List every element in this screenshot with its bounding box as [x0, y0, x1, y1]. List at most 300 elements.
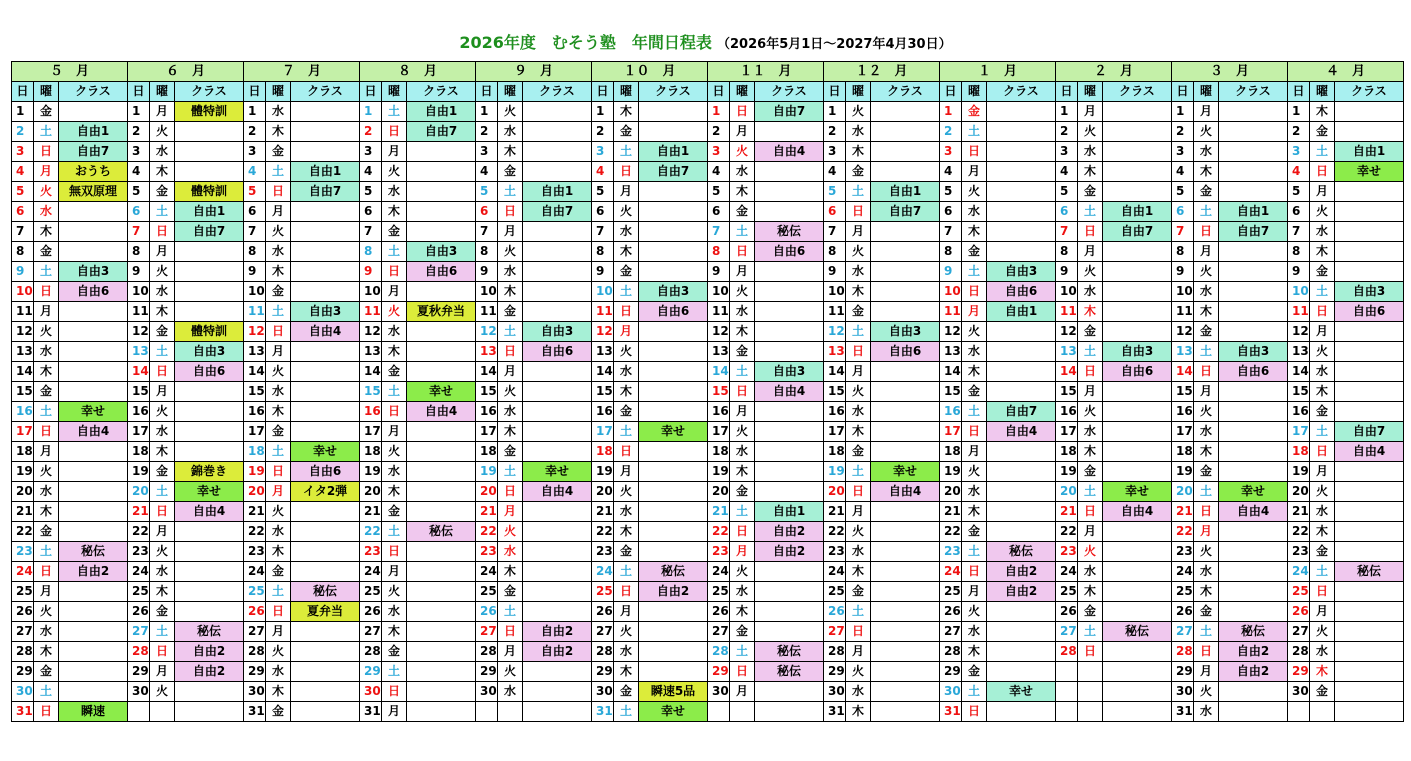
day-cell: 24: [824, 562, 846, 582]
weekday-cell: 金: [614, 402, 639, 422]
table-row: [12, 202, 1404, 222]
class-cell: 自由1: [1219, 202, 1288, 222]
day-cell: 20: [708, 482, 730, 502]
class-cell: [871, 222, 940, 242]
class-cell: [871, 702, 940, 722]
weekday-cell: 木: [730, 182, 755, 202]
class-cell: 自由4: [175, 502, 244, 522]
class-cell: [407, 622, 476, 642]
weekday-cell: 水: [382, 462, 407, 482]
day-cell: 1: [360, 102, 382, 122]
weekday-cell: 木: [266, 542, 291, 562]
weekday-cell: 日: [962, 282, 987, 302]
class-cell: [523, 122, 592, 142]
day-header: 日: [476, 82, 498, 102]
class-cell: [987, 522, 1056, 542]
day-cell: 25: [12, 582, 34, 602]
class-cell: 幸せ: [523, 462, 592, 482]
day-cell: 21: [940, 502, 962, 522]
weekday-cell: 日: [150, 222, 175, 242]
class-cell: [407, 462, 476, 482]
class-cell: [871, 362, 940, 382]
class-header: クラス: [175, 82, 244, 102]
day-cell: 5: [128, 182, 150, 202]
class-cell: [871, 242, 940, 262]
weekday-cell: 木: [1310, 102, 1335, 122]
class-cell: 幸せ: [1219, 482, 1288, 502]
weekday-cell: 火: [1310, 202, 1335, 222]
day-cell: 28: [360, 642, 382, 662]
weekday-header: 曜: [1078, 82, 1103, 102]
weekday-cell: 木: [614, 662, 639, 682]
day-cell: 8: [708, 242, 730, 262]
class-cell: [175, 702, 244, 722]
weekday-cell: 火: [962, 462, 987, 482]
class-cell: 自由1: [59, 122, 128, 142]
class-cell: 秘伝: [1335, 562, 1404, 582]
day-cell: 26: [128, 602, 150, 622]
day-cell: 10: [708, 282, 730, 302]
day-cell: 25: [824, 582, 846, 602]
class-cell: [987, 122, 1056, 142]
weekday-cell: 土: [730, 222, 755, 242]
class-cell: 幸せ: [291, 442, 360, 462]
class-cell: [175, 582, 244, 602]
weekday-cell: 土: [1310, 562, 1335, 582]
class-cell: [59, 662, 128, 682]
day-cell: 31: [592, 702, 614, 722]
day-cell: 14: [1288, 362, 1310, 382]
table-row: [12, 422, 1404, 442]
class-cell: [871, 422, 940, 442]
day-cell: 27: [128, 622, 150, 642]
weekday-cell: 水: [1078, 422, 1103, 442]
weekday-cell: 火: [382, 442, 407, 462]
weekday-cell: 金: [962, 102, 987, 122]
weekday-cell: 水: [150, 282, 175, 302]
weekday-cell: 水: [1194, 702, 1219, 722]
weekday-cell: 日: [962, 702, 987, 722]
day-cell: 5: [12, 182, 34, 202]
class-cell: [755, 442, 824, 462]
weekday-cell: 月: [614, 182, 639, 202]
weekday-cell: 水: [846, 262, 871, 282]
day-cell: 27: [360, 622, 382, 642]
weekday-header: 曜: [382, 82, 407, 102]
weekday-cell: 金: [382, 502, 407, 522]
weekday-cell: 金: [1310, 542, 1335, 562]
day-cell: 9: [1172, 262, 1194, 282]
day-cell: 22: [128, 522, 150, 542]
day-cell: 22: [940, 522, 962, 542]
weekday-cell: 月: [614, 602, 639, 622]
class-cell: 秘伝: [1219, 622, 1288, 642]
class-cell: [1103, 262, 1172, 282]
day-cell: 21: [476, 502, 498, 522]
class-cell: [987, 602, 1056, 622]
class-cell: [639, 202, 708, 222]
weekday-cell: 日: [962, 422, 987, 442]
class-cell: [175, 442, 244, 462]
weekday-cell: 木: [1194, 582, 1219, 602]
weekday-cell: 木: [382, 482, 407, 502]
class-cell: [1103, 122, 1172, 142]
class-cell: [639, 462, 708, 482]
day-cell: 7: [940, 222, 962, 242]
weekday-cell: 日: [1310, 162, 1335, 182]
class-cell: [1335, 702, 1404, 722]
weekday-cell: 日: [1078, 642, 1103, 662]
weekday-cell: 土: [1194, 202, 1219, 222]
weekday-cell: 日: [150, 362, 175, 382]
weekday-cell: 日: [614, 582, 639, 602]
weekday-cell: 月: [1310, 602, 1335, 622]
weekday-cell: 日: [266, 322, 291, 342]
class-cell: [871, 442, 940, 462]
day-cell: 13: [12, 342, 34, 362]
class-cell: [175, 142, 244, 162]
day-cell: 17: [1056, 422, 1078, 442]
class-cell: [755, 462, 824, 482]
weekday-header: 曜: [730, 82, 755, 102]
weekday-cell: 水: [962, 482, 987, 502]
weekday-cell: 金: [266, 422, 291, 442]
weekday-cell: 土: [614, 282, 639, 302]
weekday-header: 曜: [1194, 82, 1219, 102]
weekday-cell: 日: [1078, 502, 1103, 522]
class-cell: [523, 102, 592, 122]
class-cell: [59, 442, 128, 462]
class-cell: 幸せ: [871, 462, 940, 482]
class-cell: 自由4: [987, 422, 1056, 442]
day-cell: 12: [708, 322, 730, 342]
day-cell: 31: [12, 702, 34, 722]
class-cell: [1219, 282, 1288, 302]
weekday-cell: 木: [1078, 442, 1103, 462]
day-cell: 23: [708, 542, 730, 562]
day-cell: 20: [940, 482, 962, 502]
class-cell: [59, 302, 128, 322]
class-cell: [291, 502, 360, 522]
class-cell: [523, 542, 592, 562]
class-cell: [987, 182, 1056, 202]
class-cell: [1335, 402, 1404, 422]
weekday-cell: 木: [150, 162, 175, 182]
day-cell: 19: [592, 462, 614, 482]
day-cell: 23: [128, 542, 150, 562]
weekday-cell: 金: [1310, 122, 1335, 142]
weekday-cell: 木: [846, 422, 871, 442]
day-cell: 12: [592, 322, 614, 342]
month-header: ３ 月: [1172, 62, 1288, 82]
class-cell: [1335, 522, 1404, 542]
class-cell: [59, 462, 128, 482]
class-cell: [1219, 162, 1288, 182]
class-cell: [755, 582, 824, 602]
class-cell: [59, 682, 128, 702]
class-cell: [755, 122, 824, 142]
day-cell: 5: [360, 182, 382, 202]
class-cell: 自由3: [407, 242, 476, 262]
weekday-cell: 金: [498, 162, 523, 182]
weekday-cell: 火: [150, 542, 175, 562]
class-cell: 自由2: [639, 582, 708, 602]
day-cell: [1056, 702, 1078, 722]
day-cell: 24: [128, 562, 150, 582]
class-cell: [1219, 602, 1288, 622]
day-cell: 28: [1288, 642, 1310, 662]
weekday-cell: 日: [382, 122, 407, 142]
day-header: 日: [244, 82, 266, 102]
weekday-cell: 火: [34, 322, 59, 342]
weekday-cell: 火: [266, 222, 291, 242]
day-cell: 27: [1288, 622, 1310, 642]
class-cell: [407, 642, 476, 662]
day-cell: 10: [592, 282, 614, 302]
day-cell: 31: [360, 702, 382, 722]
day-cell: 9: [592, 262, 614, 282]
class-cell: [523, 402, 592, 422]
weekday-cell: 水: [34, 622, 59, 642]
class-cell: [755, 182, 824, 202]
class-cell: [1335, 222, 1404, 242]
day-cell: 9: [12, 262, 34, 282]
weekday-cell: 木: [846, 142, 871, 162]
day-cell: 18: [1172, 442, 1194, 462]
day-cell: 9: [244, 262, 266, 282]
weekday-cell: 月: [1078, 522, 1103, 542]
weekday-cell: 日: [382, 402, 407, 422]
day-cell: 26: [1056, 602, 1078, 622]
class-cell: [59, 522, 128, 542]
day-header: 日: [824, 82, 846, 102]
weekday-cell: [1078, 662, 1103, 682]
day-cell: 5: [1056, 182, 1078, 202]
class-cell: [1219, 402, 1288, 422]
class-cell: [59, 362, 128, 382]
day-cell: 2: [244, 122, 266, 142]
weekday-cell: 月: [382, 422, 407, 442]
weekday-cell: 水: [846, 682, 871, 702]
weekday-cell: 水: [382, 322, 407, 342]
title-period: （2026年5月1日～2027年4月30日）: [717, 37, 952, 52]
class-cell: 自由1: [987, 302, 1056, 322]
weekday-cell: 月: [1194, 522, 1219, 542]
day-cell: 22: [12, 522, 34, 542]
weekday-cell: 日: [34, 702, 59, 722]
weekday-cell: 金: [382, 222, 407, 242]
class-cell: [523, 702, 592, 722]
class-cell: [639, 482, 708, 502]
class-cell: [291, 422, 360, 442]
class-cell: [1103, 442, 1172, 462]
day-header: 日: [1172, 82, 1194, 102]
weekday-cell: 木: [150, 302, 175, 322]
table-row: [12, 262, 1404, 282]
day-cell: 11: [940, 302, 962, 322]
day-cell: 25: [476, 582, 498, 602]
day-cell: 24: [1056, 562, 1078, 582]
weekday-cell: 木: [498, 282, 523, 302]
class-cell: 自由1: [1103, 202, 1172, 222]
class-cell: 自由7: [175, 222, 244, 242]
class-cell: [407, 322, 476, 342]
table-row: [12, 622, 1404, 642]
class-cell: [755, 422, 824, 442]
class-cell: [987, 382, 1056, 402]
day-cell: [1056, 682, 1078, 702]
weekday-header: 曜: [34, 82, 59, 102]
class-cell: [1219, 702, 1288, 722]
day-cell: 28: [592, 642, 614, 662]
weekday-cell: 金: [1194, 602, 1219, 622]
class-cell: [175, 282, 244, 302]
day-cell: 23: [360, 542, 382, 562]
class-cell: [407, 502, 476, 522]
day-cell: 13: [592, 342, 614, 362]
class-cell: [523, 282, 592, 302]
class-cell: [407, 222, 476, 242]
class-cell: 幸せ: [59, 402, 128, 422]
day-cell: 14: [12, 362, 34, 382]
weekday-cell: 日: [846, 622, 871, 642]
weekday-cell: 火: [846, 102, 871, 122]
day-cell: 12: [940, 322, 962, 342]
weekday-cell: 金: [266, 142, 291, 162]
day-cell: 2: [128, 122, 150, 142]
weekday-cell: 木: [150, 442, 175, 462]
class-cell: [1103, 642, 1172, 662]
weekday-cell: 木: [1194, 302, 1219, 322]
day-cell: 8: [592, 242, 614, 262]
class-cell: [1335, 382, 1404, 402]
class-cell: [407, 662, 476, 682]
table-row: [12, 442, 1404, 462]
day-cell: 12: [824, 322, 846, 342]
class-cell: [59, 482, 128, 502]
weekday-cell: 水: [150, 422, 175, 442]
class-cell: [1103, 382, 1172, 402]
day-cell: 21: [1288, 502, 1310, 522]
weekday-cell: 水: [1194, 562, 1219, 582]
weekday-cell: 土: [962, 122, 987, 142]
day-cell: 4: [708, 162, 730, 182]
day-cell: 16: [824, 402, 846, 422]
day-cell: 2: [360, 122, 382, 142]
class-cell: [59, 602, 128, 622]
weekday-cell: 火: [1194, 402, 1219, 422]
class-cell: [639, 542, 708, 562]
class-cell: [175, 422, 244, 442]
class-cell: [1219, 242, 1288, 262]
day-cell: 2: [1172, 122, 1194, 142]
weekday-cell: 火: [962, 182, 987, 202]
day-cell: 28: [708, 642, 730, 662]
day-cell: 15: [1056, 382, 1078, 402]
weekday-cell: 水: [34, 202, 59, 222]
day-cell: 4: [592, 162, 614, 182]
day-cell: 14: [1056, 362, 1078, 382]
day-cell: 31: [940, 702, 962, 722]
day-cell: 28: [1056, 642, 1078, 662]
weekday-cell: 火: [730, 562, 755, 582]
class-cell: [59, 502, 128, 522]
class-cell: [1219, 562, 1288, 582]
class-cell: [987, 222, 1056, 242]
class-cell: 自由2: [523, 642, 592, 662]
day-cell: 22: [1056, 522, 1078, 542]
day-cell: 19: [1056, 462, 1078, 482]
weekday-cell: 土: [1078, 622, 1103, 642]
class-cell: [1219, 302, 1288, 322]
day-header: 日: [128, 82, 150, 102]
class-cell: 秘伝: [1103, 622, 1172, 642]
class-cell: [1335, 242, 1404, 262]
day-cell: 11: [1056, 302, 1078, 322]
weekday-cell: 月: [614, 462, 639, 482]
day-cell: 24: [592, 562, 614, 582]
class-cell: [291, 562, 360, 582]
weekday-cell: 月: [1194, 382, 1219, 402]
class-cell: 自由7: [1335, 422, 1404, 442]
table-row: [12, 542, 1404, 562]
class-cell: [291, 642, 360, 662]
weekday-cell: 日: [846, 202, 871, 222]
class-cell: [291, 122, 360, 142]
weekday-cell: 月: [498, 222, 523, 242]
weekday-cell: 木: [846, 282, 871, 302]
day-cell: 19: [12, 462, 34, 482]
day-cell: 12: [1056, 322, 1078, 342]
weekday-cell: 月: [730, 262, 755, 282]
day-cell: 29: [592, 662, 614, 682]
weekday-cell: 日: [266, 182, 291, 202]
class-cell: [523, 142, 592, 162]
class-cell: 自由6: [175, 362, 244, 382]
weekday-cell: 月: [846, 642, 871, 662]
day-cell: 10: [476, 282, 498, 302]
weekday-cell: 土: [1310, 142, 1335, 162]
weekday-cell: 火: [1078, 262, 1103, 282]
day-cell: 19: [708, 462, 730, 482]
weekday-cell: 木: [34, 642, 59, 662]
weekday-cell: 火: [1194, 542, 1219, 562]
weekday-cell: 火: [382, 162, 407, 182]
day-cell: 18: [708, 442, 730, 462]
class-cell: [1219, 462, 1288, 482]
weekday-cell: 木: [846, 702, 871, 722]
class-cell: 自由3: [639, 282, 708, 302]
day-cell: 4: [476, 162, 498, 182]
day-cell: 24: [476, 562, 498, 582]
class-cell: [523, 682, 592, 702]
weekday-cell: 金: [150, 602, 175, 622]
weekday-cell: 火: [150, 402, 175, 422]
class-header: クラス: [871, 82, 940, 102]
class-cell: [523, 522, 592, 542]
class-cell: [407, 602, 476, 622]
day-cell: 24: [360, 562, 382, 582]
weekday-cell: 土: [382, 522, 407, 542]
class-cell: [1219, 322, 1288, 342]
class-cell: 自由2: [175, 642, 244, 662]
class-cell: [59, 642, 128, 662]
day-cell: 1: [476, 102, 498, 122]
weekday-cell: 火: [382, 582, 407, 602]
weekday-cell: 土: [382, 242, 407, 262]
weekday-cell: 火: [1310, 342, 1335, 362]
class-cell: 自由7: [407, 122, 476, 142]
